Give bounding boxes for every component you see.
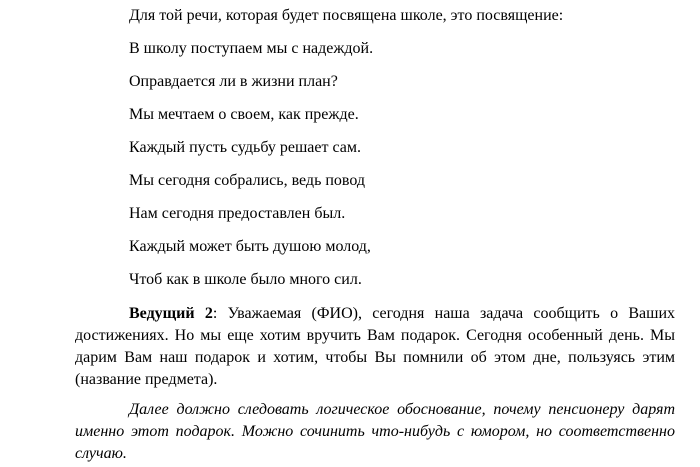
verse-line: Мы мечтаем о своем, как прежде.: [129, 106, 359, 123]
verse-line-block: [75, 132, 675, 165]
verse-line-block: [75, 33, 675, 66]
verse-line-block: [75, 66, 675, 99]
verse-line: Мы сегодня собрались, ведь повод: [129, 172, 366, 189]
verse-line: В школу поступаем мы с надеждой.: [129, 40, 374, 57]
speech-paragraph: [75, 303, 675, 391]
verse-line: Чтоб как в школе было много сил.: [129, 271, 362, 288]
verse-line: Нам сегодня предоставлен был.: [129, 205, 346, 222]
speaker-label: Ведущий 2: [129, 305, 213, 322]
verse-line-block: [75, 165, 675, 198]
verse-line: Каждый может быть душою молод,: [129, 238, 371, 255]
document-page: [75, 0, 675, 465]
verse-line: Оправдается ли в жизни план?: [129, 73, 338, 90]
verse-intro-block: [75, 0, 675, 33]
verse-line-block: [75, 231, 675, 264]
verse-line-block: [75, 99, 675, 132]
verse-intro: Для той речи, которая будет посвящена школе, это посвящение:: [129, 7, 564, 24]
speech-text: : Уважаемая (ФИО), сегодня наша задача сообщить о Ваших достижениях. Но мы еще хотим вручить Вам подарок. Сегодня особенный день. Мы дарим Вам наш подарок и хотим, чтобы Вы помнили об этом дне, пользуясь этим (название предмета).: [75, 305, 676, 388]
italic-note: Далее должно следовать логическое обоснование, почему пенсионеру дарят именно этот подарок. Можно сочинить что-нибудь с юмором, но соответственно случаю.: [75, 401, 675, 462]
verse-line-block: [75, 264, 675, 297]
verse-line-block: [75, 198, 675, 231]
verse-line: Каждый пусть судьбу решает сам.: [129, 139, 362, 156]
